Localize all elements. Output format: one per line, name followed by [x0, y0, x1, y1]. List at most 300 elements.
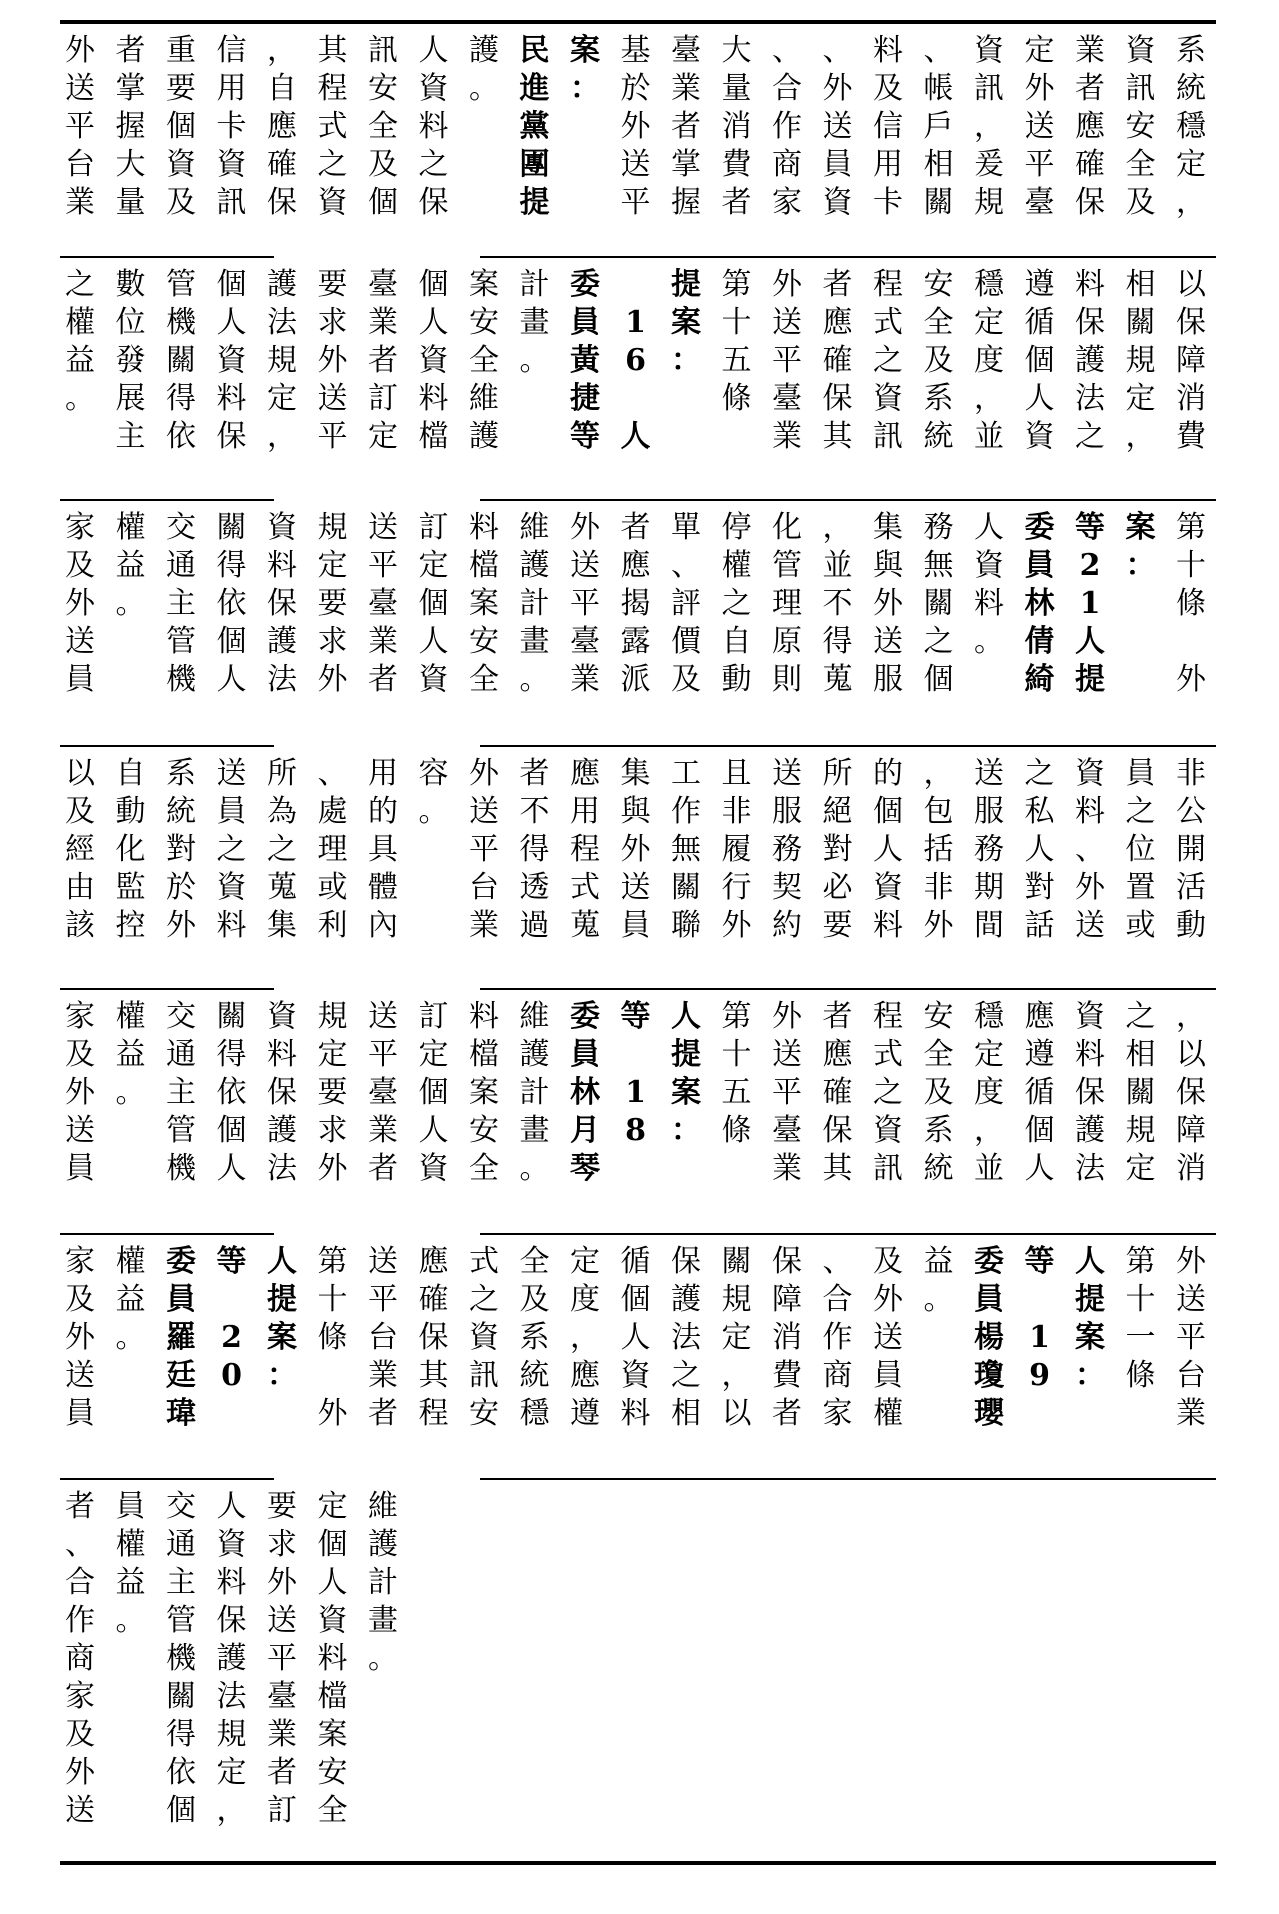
text-glyph: 員 [65, 1396, 95, 1431]
text-glyph: 平 [1176, 1320, 1206, 1355]
text-glyph: 第 [721, 999, 752, 1034]
text-glyph: 或 [317, 870, 348, 905]
text-glyph: 個 [418, 586, 449, 621]
text-glyph: 個 [317, 1527, 348, 1562]
text-glyph: 訂 [418, 510, 449, 545]
text-glyph: 定 [974, 305, 1004, 340]
text-glyph: 得 [166, 381, 196, 416]
text-glyph: 料 [1075, 794, 1105, 829]
text-glyph: 及 [873, 1244, 903, 1279]
text-glyph: 主 [166, 586, 196, 621]
text-glyph: 合 [65, 1565, 95, 1600]
text-glyph: 者 [620, 510, 651, 545]
text-glyph: 益 [115, 1037, 146, 1072]
text-glyph: 檔 [469, 1037, 499, 1072]
text-glyph: 蒐 [822, 662, 853, 697]
text-glyph: 的 [368, 794, 398, 829]
text-glyph: 其 [822, 1151, 853, 1186]
text-glyph: 。 [115, 1320, 146, 1355]
text-glyph: 料 [620, 1396, 651, 1431]
text-glyph: 外 [317, 662, 348, 697]
text-glyph: 確 [822, 1075, 853, 1110]
text-glyph: 、 [671, 548, 701, 583]
text-glyph: 者 [368, 1151, 398, 1186]
text-glyph: ， [1176, 185, 1206, 220]
text-glyph: 定 [317, 548, 348, 583]
text-glyph: 計 [519, 267, 550, 302]
text-glyph: 式 [317, 109, 348, 144]
text-glyph: 平 [368, 548, 398, 583]
text-glyph: 安 [317, 1755, 348, 1790]
text-glyph: 。 [519, 1151, 550, 1186]
text-glyph: 具 [368, 832, 398, 867]
text-glyph: 人 [620, 419, 651, 454]
text-glyph: 送 [974, 756, 1004, 791]
text-glyph: 案 [267, 1320, 297, 1355]
text-glyph: 者 [721, 185, 752, 220]
text-glyph: 商 [822, 1358, 853, 1393]
text-glyph: 容 [418, 756, 449, 791]
text-glyph: 0 [221, 1358, 242, 1393]
text-glyph: 送 [1024, 109, 1055, 144]
text-glyph: 置 [1125, 870, 1156, 905]
text-glyph: 派 [620, 662, 651, 697]
text-glyph: 員 [570, 305, 600, 340]
text-glyph: 資 [1024, 419, 1055, 454]
text-glyph: 家 [772, 185, 802, 220]
text-glyph: 及 [1125, 185, 1156, 220]
text-glyph: 畫 [519, 305, 550, 340]
text-glyph: 信 [216, 33, 247, 68]
text-glyph: 外 [570, 510, 600, 545]
text-glyph: 保 [1075, 305, 1105, 340]
text-glyph: 員 [873, 1358, 903, 1393]
text-glyph: ， [721, 1358, 752, 1393]
text-glyph: 臺 [368, 267, 398, 302]
text-glyph: 益 [115, 548, 146, 583]
text-glyph: 外 [65, 1755, 95, 1790]
text-glyph: 穩 [974, 267, 1004, 302]
text-glyph: 外 [873, 1282, 903, 1317]
text-glyph: 護 [469, 419, 499, 454]
text-glyph: 蒐 [570, 908, 600, 943]
text-glyph: 外 [923, 908, 954, 943]
text-glyph: 控 [115, 908, 146, 943]
text-glyph: 障 [772, 1282, 802, 1317]
text-glyph: 料 [1075, 1037, 1105, 1072]
text-glyph: 確 [418, 1282, 449, 1317]
text-glyph: 資 [620, 1358, 651, 1393]
text-glyph: ： [1075, 1358, 1105, 1393]
text-glyph: 應 [418, 1244, 449, 1279]
text-glyph: 綺 [1024, 662, 1055, 697]
text-glyph: 者 [822, 267, 853, 302]
text-glyph: 包 [923, 794, 954, 829]
text-glyph: 為 [267, 794, 297, 829]
text-glyph: 益 [115, 1565, 146, 1600]
text-glyph: 統 [519, 1358, 550, 1393]
text-glyph: 業 [772, 1151, 802, 1186]
text-glyph: 提 [671, 267, 701, 302]
text-glyph: 定 [317, 1489, 348, 1524]
text-glyph: 員 [216, 794, 247, 829]
text-glyph: 評 [671, 586, 701, 621]
text-glyph: 檔 [418, 419, 449, 454]
text-glyph: 員 [822, 147, 853, 182]
text-glyph: 服 [873, 662, 903, 697]
text-glyph: 外 [267, 1565, 297, 1600]
text-glyph: 家 [65, 1679, 95, 1714]
text-glyph: 外 [317, 343, 348, 378]
text-glyph: 、 [923, 33, 954, 68]
text-glyph: 、 [317, 756, 348, 791]
text-glyph: 送 [469, 794, 499, 829]
text-glyph [1176, 624, 1206, 659]
text-glyph: 的 [873, 756, 903, 791]
text-glyph: 人 [317, 1565, 348, 1600]
text-glyph: 要 [822, 908, 853, 943]
text-glyph: 計 [368, 1565, 398, 1600]
text-glyph: 送 [368, 1244, 398, 1279]
text-glyph: 料 [1075, 267, 1105, 302]
text-glyph: 障 [1176, 343, 1206, 378]
text-glyph: 進 [519, 71, 550, 106]
text-glyph: 個 [418, 1075, 449, 1110]
text-glyph: 資 [873, 1113, 903, 1148]
text-glyph: 提 [267, 1282, 297, 1317]
text-glyph: 管 [772, 548, 802, 583]
text-glyph: 非 [721, 794, 752, 829]
text-glyph: 料 [317, 1641, 348, 1676]
text-glyph: 。 [923, 1282, 954, 1317]
text-glyph: 料 [418, 109, 449, 144]
text-glyph: ， [974, 1113, 1004, 1148]
text-glyph: 系 [923, 381, 954, 416]
text-glyph: 訊 [368, 33, 398, 68]
text-glyph: 、 [822, 33, 853, 68]
text-glyph: 台 [368, 1320, 398, 1355]
text-glyph: 護 [267, 267, 297, 302]
text-glyph: 送 [368, 510, 398, 545]
text-glyph: 機 [166, 1151, 196, 1186]
text-glyph: 服 [974, 794, 1004, 829]
text-glyph: 自 [267, 71, 297, 106]
text-glyph: 外 [1075, 870, 1105, 905]
text-glyph: 人 [267, 1244, 297, 1279]
text-glyph: 握 [671, 185, 701, 220]
text-glyph: 揭 [620, 586, 651, 621]
text-glyph: 統 [923, 419, 954, 454]
text-glyph: 人 [974, 510, 1004, 545]
text-glyph: 料 [216, 381, 247, 416]
text-glyph: 送 [772, 305, 802, 340]
text-glyph: 度 [974, 1075, 1004, 1110]
text-glyph: 全 [317, 1793, 348, 1828]
text-glyph: 定 [368, 419, 398, 454]
text-glyph: 握 [115, 109, 146, 144]
text-glyph: 家 [65, 1244, 95, 1279]
text-glyph: 求 [317, 1113, 348, 1148]
text-glyph: 外 [317, 1396, 348, 1431]
text-glyph: 以 [1176, 1037, 1206, 1072]
text-glyph: 安 [469, 305, 499, 340]
text-glyph: 契 [772, 870, 802, 905]
text-glyph: 法 [267, 305, 297, 340]
text-glyph: 管 [166, 624, 196, 659]
text-glyph: 資 [216, 870, 247, 905]
text-glyph [318, 1358, 348, 1393]
text-glyph: 外 [65, 33, 95, 68]
text-glyph: 要 [267, 1489, 297, 1524]
text-glyph: 計 [519, 586, 550, 621]
text-glyph: 利 [317, 908, 348, 943]
text-glyph: 之 [1075, 419, 1105, 454]
text-glyph: 護 [519, 1037, 550, 1072]
text-glyph: 基 [620, 33, 651, 68]
text-glyph: 全 [368, 109, 398, 144]
text-glyph: 聯 [671, 908, 701, 943]
text-glyph: 護 [267, 624, 297, 659]
text-glyph: 料 [267, 548, 297, 583]
text-glyph: 及 [873, 71, 903, 106]
text-glyph: 於 [620, 71, 651, 106]
text-glyph: 定 [1176, 147, 1206, 182]
text-glyph: 商 [65, 1641, 95, 1676]
text-glyph: ， [1125, 419, 1156, 454]
text-glyph: 平 [1024, 147, 1055, 182]
text-glyph: 業 [65, 185, 95, 220]
text-glyph: 消 [1176, 1151, 1206, 1186]
text-glyph: 定 [1125, 1151, 1156, 1186]
text-glyph: 式 [873, 305, 903, 340]
text-glyph: 確 [1075, 147, 1105, 182]
text-glyph: 者 [671, 109, 701, 144]
text-glyph: 規 [1125, 343, 1156, 378]
text-glyph: 確 [822, 343, 853, 378]
text-glyph: 掌 [115, 71, 146, 106]
text-glyph: ： [1125, 548, 1156, 583]
text-glyph: 蒐 [267, 870, 297, 905]
text-glyph: 外 [620, 832, 651, 867]
text-glyph: 戶 [923, 109, 954, 144]
text-glyph: 臺 [772, 1113, 802, 1148]
text-glyph: 作 [822, 1320, 853, 1355]
text-glyph: 經 [65, 832, 95, 867]
text-glyph: 定 [267, 381, 297, 416]
text-glyph: 等 [216, 1244, 247, 1279]
text-glyph: 期 [974, 870, 1004, 905]
text-glyph: 系 [166, 756, 196, 791]
text-glyph: 台 [65, 147, 95, 182]
text-glyph: 訊 [873, 419, 903, 454]
text-glyph: 對 [822, 832, 853, 867]
text-glyph: 1 [1079, 586, 1101, 621]
text-glyph: 案 [469, 586, 499, 621]
text-glyph: 依 [166, 419, 196, 454]
text-glyph: 對 [166, 832, 196, 867]
text-glyph: 個 [166, 109, 196, 144]
text-glyph: 。 [65, 381, 95, 416]
text-glyph: 案 [570, 33, 600, 68]
text-glyph: 護 [216, 1641, 247, 1676]
text-glyph: 話 [1024, 908, 1055, 943]
text-glyph: 定 [1024, 33, 1055, 68]
text-glyph: 循 [620, 1244, 651, 1279]
text-glyph: 委 [570, 999, 600, 1034]
text-glyph: 送 [772, 756, 802, 791]
text-glyph: 者 [368, 1396, 398, 1431]
text-glyph: 外 [166, 908, 196, 943]
text-glyph: 費 [772, 1358, 802, 1393]
text-glyph: 業 [368, 1113, 398, 1148]
text-glyph: 保 [418, 185, 449, 220]
text-glyph: 人 [216, 1151, 247, 1186]
text-glyph: 2 [1079, 548, 1101, 583]
text-glyph: 系 [519, 1320, 550, 1355]
text-glyph: ： [671, 343, 701, 378]
text-glyph: 益 [923, 1244, 954, 1279]
text-glyph: 保 [822, 1113, 853, 1148]
text-glyph: 民 [519, 33, 550, 68]
text-glyph: 規 [317, 510, 348, 545]
text-glyph: 員 [115, 1489, 146, 1524]
text-glyph: 合 [822, 1282, 853, 1317]
text-glyph: 關 [923, 586, 954, 621]
text-glyph: 9 [1029, 1358, 1050, 1393]
text-glyph: 權 [115, 1527, 146, 1562]
text-glyph: 主 [166, 1075, 196, 1110]
text-glyph: 卡 [216, 109, 247, 144]
text-glyph: ， [216, 1793, 247, 1828]
text-glyph: 大 [721, 33, 752, 68]
text-glyph: 林 [1024, 586, 1055, 621]
text-glyph: 外 [317, 1151, 348, 1186]
text-glyph: 全 [519, 1244, 550, 1279]
text-glyph: 全 [1125, 147, 1156, 182]
text-glyph: 業 [570, 662, 600, 697]
text-glyph: 送 [368, 999, 398, 1034]
text-glyph: 定 [721, 1320, 752, 1355]
text-glyph: 求 [317, 624, 348, 659]
text-glyph: 一 [1125, 1320, 1156, 1355]
text-glyph: 料 [216, 908, 247, 943]
text-glyph: 之 [317, 147, 348, 182]
text-glyph: 及 [923, 1075, 954, 1110]
text-glyph: 送 [1176, 1282, 1206, 1317]
text-glyph: 安 [469, 1396, 499, 1431]
text-glyph: 集 [620, 756, 651, 791]
text-glyph: 之 [418, 147, 449, 182]
text-glyph: 要 [317, 586, 348, 621]
text-glyph: 遵 [1024, 1037, 1055, 1072]
text-glyph: 遵 [570, 1396, 600, 1431]
text-glyph: 理 [317, 832, 348, 867]
text-glyph: 主 [166, 1565, 196, 1600]
text-glyph: 畫 [519, 1113, 550, 1148]
text-glyph: 十 [721, 1037, 752, 1072]
text-glyph: 外 [772, 267, 802, 302]
text-glyph: 人 [216, 1489, 247, 1524]
text-glyph: 團 [519, 147, 550, 182]
text-glyph: 廷 [166, 1358, 196, 1393]
text-glyph: 個 [1024, 343, 1055, 378]
text-glyph: 人 [418, 33, 449, 68]
text-glyph: 者 [267, 1755, 297, 1790]
text-glyph: 臺 [671, 33, 701, 68]
text-glyph: 定 [216, 1755, 247, 1790]
text-glyph: 通 [166, 1527, 196, 1562]
text-glyph: 業 [469, 908, 499, 943]
text-glyph: 平 [772, 1075, 802, 1110]
text-glyph: 非 [923, 870, 954, 905]
text-glyph: 單 [671, 510, 701, 545]
text-glyph: 第 [1176, 510, 1206, 545]
text-glyph: 。 [368, 1641, 398, 1676]
text-glyph: 應 [620, 548, 651, 583]
text-glyph: 2 [221, 1320, 242, 1355]
text-glyph: 服 [772, 794, 802, 829]
text-glyph: 送 [873, 624, 903, 659]
text-glyph: 瓔 [974, 1396, 1004, 1431]
text-glyph: 動 [721, 662, 752, 697]
text-glyph: 規 [317, 999, 348, 1034]
text-glyph: 外 [1176, 662, 1206, 697]
text-glyph: 業 [671, 71, 701, 106]
text-glyph: 定 [1125, 381, 1156, 416]
text-glyph: 保 [267, 1075, 297, 1110]
text-glyph: 及 [65, 1717, 95, 1752]
text-glyph: 機 [166, 662, 196, 697]
text-glyph: 送 [620, 870, 651, 905]
text-glyph: 外 [469, 756, 499, 791]
text-glyph: 個 [923, 662, 954, 697]
text-glyph: 程 [873, 267, 903, 302]
text-glyph: 及 [65, 794, 95, 829]
text-glyph: 個 [620, 1282, 651, 1317]
text-glyph: 護 [1075, 1113, 1105, 1148]
text-glyph: 之 [873, 1075, 903, 1110]
text-glyph: 履 [721, 832, 752, 867]
text-glyph: 量 [115, 185, 146, 220]
text-glyph: 訊 [216, 185, 247, 220]
text-glyph: 關 [216, 510, 247, 545]
text-glyph: 定 [317, 1037, 348, 1072]
text-glyph: 統 [166, 794, 196, 829]
text-glyph: 五 [721, 1075, 752, 1110]
text-glyph: 全 [923, 305, 954, 340]
text-glyph: 等 [620, 999, 651, 1034]
text-glyph: 原 [772, 624, 802, 659]
text-glyph: 得 [216, 1037, 247, 1072]
text-glyph: 於 [166, 870, 196, 905]
text-glyph: 作 [671, 794, 701, 829]
text-glyph: 人 [1024, 381, 1055, 416]
text-glyph: 資 [418, 662, 449, 697]
text-glyph: 其 [822, 419, 853, 454]
text-glyph: 與 [620, 794, 651, 829]
text-glyph: 個 [216, 624, 247, 659]
text-glyph: 程 [570, 832, 600, 867]
text-glyph: 資 [418, 71, 449, 106]
text-glyph: 應 [570, 756, 600, 791]
text-glyph: 。 [519, 662, 550, 697]
text-glyph: ： [267, 1358, 297, 1393]
text-glyph: 管 [166, 267, 196, 302]
text-glyph: 黃 [570, 343, 600, 378]
text-glyph: 式 [570, 870, 600, 905]
text-glyph: 得 [166, 1717, 196, 1752]
text-glyph: 數 [115, 267, 146, 302]
